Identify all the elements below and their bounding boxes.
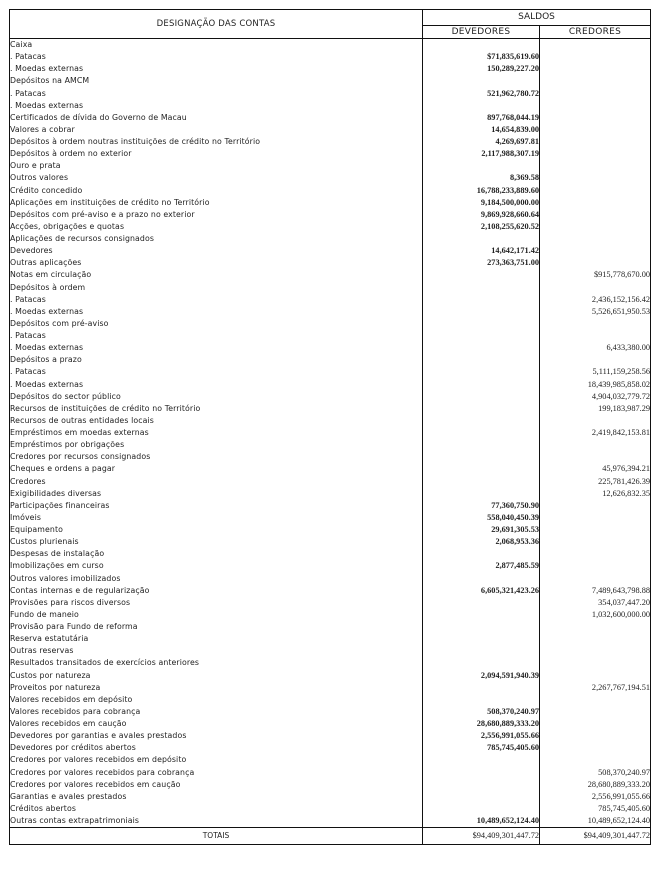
credores-value xyxy=(540,51,651,63)
account-name: Depósitos com pré-aviso xyxy=(10,318,423,330)
account-row xyxy=(10,451,651,463)
credores-value xyxy=(540,124,651,136)
account-name: Outros valores xyxy=(10,172,423,184)
devedores-value xyxy=(423,403,540,415)
account-name: . Moedas externas xyxy=(10,306,423,318)
credores-value xyxy=(540,221,651,233)
devedores-value: 273,363,751.00 xyxy=(423,257,540,269)
account-row xyxy=(10,815,651,828)
account-row xyxy=(10,536,651,548)
account-row xyxy=(10,754,651,766)
account-row xyxy=(10,294,651,306)
devedores-value: 508,370,240.97 xyxy=(423,706,540,718)
devedores-value: 14,654,839.00 xyxy=(423,124,540,136)
totals-label: TOTAIS xyxy=(10,828,423,845)
devedores-value xyxy=(423,75,540,87)
credores-value xyxy=(540,197,651,209)
account-name: Credores por valores recebidos em caução xyxy=(10,779,423,791)
account-name: Fundo de maneio xyxy=(10,609,423,621)
devedores-value xyxy=(423,573,540,585)
credores-value: $915,778,670.00 xyxy=(540,269,651,281)
credores-value: 6,433,380.00 xyxy=(540,342,651,354)
account-row xyxy=(10,136,651,148)
credores-value: 2,436,152,156.42 xyxy=(540,294,651,306)
credores-value xyxy=(540,439,651,451)
devedores-value xyxy=(423,488,540,500)
account-name: Outras reservas xyxy=(10,645,423,657)
credores-value xyxy=(540,63,651,75)
account-name: Depósitos na AMCM xyxy=(10,75,423,87)
devedores-value: 897,768,044.19 xyxy=(423,112,540,124)
account-name: . Patacas xyxy=(10,294,423,306)
devedores-value xyxy=(423,791,540,803)
credores-value xyxy=(540,718,651,730)
credores-value: 18,439,985,858.02 xyxy=(540,379,651,391)
account-name: Custos plurienais xyxy=(10,536,423,548)
devedores-value xyxy=(423,633,540,645)
devedores-value: 2,094,591,940.39 xyxy=(423,670,540,682)
account-name: Empréstimos por obrigações xyxy=(10,439,423,451)
account-name: Cheques e ordens a pagar xyxy=(10,463,423,475)
credores-value xyxy=(540,742,651,754)
credores-value xyxy=(540,160,651,172)
account-name: Créditos abertos xyxy=(10,803,423,815)
account-name: Credores xyxy=(10,476,423,488)
credores-value xyxy=(540,633,651,645)
account-name: Outras contas extrapatrimoniais xyxy=(10,815,423,828)
account-row xyxy=(10,366,651,378)
account-row xyxy=(10,609,651,621)
account-name: Depósitos do sector público xyxy=(10,391,423,403)
credores-value: 5,111,159,258.56 xyxy=(540,366,651,378)
credores-value xyxy=(540,209,651,221)
devedores-value xyxy=(423,694,540,706)
account-row xyxy=(10,318,651,330)
account-name: Credores por recursos consignados xyxy=(10,451,423,463)
account-name: Depósitos à ordem no exterior xyxy=(10,148,423,160)
account-row xyxy=(10,427,651,439)
credores-value xyxy=(540,548,651,560)
account-name: Resultados transitados de exercícios anteriores xyxy=(10,657,423,669)
account-name: Aplicações em instituições de crédito no Território xyxy=(10,197,423,209)
account-row xyxy=(10,439,651,451)
account-name: Reserva estatutária xyxy=(10,633,423,645)
devedores-value xyxy=(423,597,540,609)
account-name: Garantias e avales prestados xyxy=(10,791,423,803)
credores-value: 7,489,643,798.88 xyxy=(540,585,651,597)
account-row xyxy=(10,512,651,524)
account-name: Valores recebidos para cobrança xyxy=(10,706,423,718)
account-name: . Patacas xyxy=(10,88,423,100)
credores-value: 12,626,832.35 xyxy=(540,488,651,500)
credores-value: 2,419,842,153.81 xyxy=(540,427,651,439)
account-row xyxy=(10,172,651,184)
account-row xyxy=(10,524,651,536)
account-row xyxy=(10,100,651,112)
devedores-value: 150,289,227.20 xyxy=(423,63,540,75)
credores-value xyxy=(540,257,651,269)
credores-value xyxy=(540,706,651,718)
account-name: Acções, obrigações e quotas xyxy=(10,221,423,233)
credores-value: 225,781,426.39 xyxy=(540,476,651,488)
credores-value: 45,976,394.21 xyxy=(540,463,651,475)
account-row xyxy=(10,257,651,269)
devedores-value xyxy=(423,233,540,245)
account-row xyxy=(10,148,651,160)
credores-value xyxy=(540,657,651,669)
credores-value xyxy=(540,573,651,585)
credores-value xyxy=(540,415,651,427)
devedores-value: 2,877,485.59 xyxy=(423,560,540,572)
credores-value xyxy=(540,39,651,52)
account-row xyxy=(10,415,651,427)
account-row xyxy=(10,718,651,730)
credores-value: 4,904,032,779.72 xyxy=(540,391,651,403)
credores-value xyxy=(540,694,651,706)
devedores-value xyxy=(423,427,540,439)
account-name: . Patacas xyxy=(10,51,423,63)
credores-value: 28,680,889,333.20 xyxy=(540,779,651,791)
credores-value: 785,745,405.60 xyxy=(540,803,651,815)
account-row xyxy=(10,88,651,100)
account-name: Devedores por garantias e avales prestados xyxy=(10,730,423,742)
credores-value xyxy=(540,330,651,342)
credores-value xyxy=(540,136,651,148)
devedores-header: DEVEDORES xyxy=(423,25,540,38)
account-row xyxy=(10,197,651,209)
devedores-value xyxy=(423,282,540,294)
credores-value xyxy=(540,88,651,100)
account-name: Devedores xyxy=(10,245,423,257)
devedores-value: 2,117,988,307.19 xyxy=(423,148,540,160)
devedores-value xyxy=(423,269,540,281)
account-row xyxy=(10,463,651,475)
account-name: Imóveis xyxy=(10,512,423,524)
account-row xyxy=(10,621,651,633)
devedores-value xyxy=(423,330,540,342)
saldos-header: SALDOS xyxy=(423,10,651,26)
account-row xyxy=(10,209,651,221)
designation-header: DESIGNAÇÃO DAS CONTAS xyxy=(10,10,423,39)
devedores-value xyxy=(423,621,540,633)
credores-value xyxy=(540,560,651,572)
account-row xyxy=(10,694,651,706)
credores-value xyxy=(540,524,651,536)
devedores-value xyxy=(423,476,540,488)
devedores-value xyxy=(423,645,540,657)
account-name: Custos por natureza xyxy=(10,670,423,682)
account-name: Outros valores imobilizados xyxy=(10,573,423,585)
account-row xyxy=(10,645,651,657)
account-name: Contas internas e de regularização xyxy=(10,585,423,597)
account-row xyxy=(10,488,651,500)
account-name: . Patacas xyxy=(10,330,423,342)
credores-value xyxy=(540,451,651,463)
credores-value xyxy=(540,172,651,184)
totals-credores: $94,409,301,447.72 xyxy=(540,828,651,845)
account-row xyxy=(10,306,651,318)
devedores-value xyxy=(423,415,540,427)
devedores-value xyxy=(423,366,540,378)
account-name: Aplicações de recursos consignados xyxy=(10,233,423,245)
devedores-value: 29,691,305.53 xyxy=(423,524,540,536)
devedores-value xyxy=(423,306,540,318)
devedores-value xyxy=(423,379,540,391)
credores-value xyxy=(540,536,651,548)
account-row xyxy=(10,282,651,294)
account-name: Valores a cobrar xyxy=(10,124,423,136)
credores-value xyxy=(540,100,651,112)
account-row xyxy=(10,597,651,609)
devedores-value xyxy=(423,609,540,621)
account-row xyxy=(10,51,651,63)
account-row xyxy=(10,269,651,281)
devedores-value: 785,745,405.60 xyxy=(423,742,540,754)
account-name: Credores por valores recebidos para cobrança xyxy=(10,767,423,779)
account-name: Depósitos à ordem noutras instituições de crédito no Território xyxy=(10,136,423,148)
credores-value xyxy=(540,233,651,245)
account-row xyxy=(10,633,651,645)
account-row xyxy=(10,403,651,415)
credores-value xyxy=(540,500,651,512)
devedores-value xyxy=(423,548,540,560)
devedores-value: 77,360,750.90 xyxy=(423,500,540,512)
devedores-value xyxy=(423,39,540,52)
account-name: . Moedas externas xyxy=(10,100,423,112)
account-row xyxy=(10,233,651,245)
credores-value: 5,526,651,950.53 xyxy=(540,306,651,318)
account-name: . Moedas externas xyxy=(10,379,423,391)
account-row xyxy=(10,185,651,197)
devedores-value xyxy=(423,160,540,172)
account-row xyxy=(10,63,651,75)
devedores-value: 521,962,780.72 xyxy=(423,88,540,100)
account-row xyxy=(10,476,651,488)
account-name: Equipamento xyxy=(10,524,423,536)
account-name: Outras aplicações xyxy=(10,257,423,269)
devedores-value xyxy=(423,354,540,366)
credores-value xyxy=(540,245,651,257)
credores-value xyxy=(540,75,651,87)
devedores-value: 9,184,500,000.00 xyxy=(423,197,540,209)
credores-value: 10,489,652,124.40 xyxy=(540,815,651,828)
account-name: Certificados de dívida do Governo de Macau xyxy=(10,112,423,124)
account-name: Recursos de instituições de crédito no Território xyxy=(10,403,423,415)
totals-row xyxy=(10,828,651,845)
account-row xyxy=(10,779,651,791)
credores-value xyxy=(540,282,651,294)
account-name: Valores recebidos em caução xyxy=(10,718,423,730)
devedores-value xyxy=(423,767,540,779)
credores-value xyxy=(540,318,651,330)
account-name: Depósitos a prazo xyxy=(10,354,423,366)
account-name: . Patacas xyxy=(10,366,423,378)
credores-value: 2,267,767,194.51 xyxy=(540,682,651,694)
devedores-value: 28,680,889,333.20 xyxy=(423,718,540,730)
account-row xyxy=(10,742,651,754)
account-row xyxy=(10,803,651,815)
account-row xyxy=(10,730,651,742)
credores-value: 1,032,600,000.00 xyxy=(540,609,651,621)
account-row xyxy=(10,500,651,512)
account-name: Depósitos à ordem xyxy=(10,282,423,294)
account-row xyxy=(10,330,651,342)
devedores-value: 558,040,450.39 xyxy=(423,512,540,524)
devedores-value: 8,369.58 xyxy=(423,172,540,184)
credores-value xyxy=(540,754,651,766)
devedores-value xyxy=(423,342,540,354)
devedores-value: 14,642,171.42 xyxy=(423,245,540,257)
balance-table xyxy=(9,9,651,845)
devedores-value xyxy=(423,779,540,791)
credores-value: 354,037,447.20 xyxy=(540,597,651,609)
devedores-value xyxy=(423,754,540,766)
devedores-value xyxy=(423,294,540,306)
account-row xyxy=(10,548,651,560)
credores-value xyxy=(540,185,651,197)
account-row xyxy=(10,791,651,803)
devedores-value xyxy=(423,451,540,463)
account-row xyxy=(10,670,651,682)
account-name: Proveitos por natureza xyxy=(10,682,423,694)
account-row xyxy=(10,245,651,257)
account-row xyxy=(10,160,651,172)
devedores-value xyxy=(423,100,540,112)
account-name: Empréstimos em moedas externas xyxy=(10,427,423,439)
account-name: Credores por valores recebidos em depósito xyxy=(10,754,423,766)
account-name: Devedores por créditos abertos xyxy=(10,742,423,754)
account-name: Caixa xyxy=(10,39,423,52)
devedores-value: 10,489,652,124.40 xyxy=(423,815,540,828)
account-name: . Moedas externas xyxy=(10,342,423,354)
devedores-value xyxy=(423,439,540,451)
devedores-value: 6,605,321,423.26 xyxy=(423,585,540,597)
account-name: Valores recebidos em depósito xyxy=(10,694,423,706)
balance-sheet-page xyxy=(9,9,650,866)
totals-devedores: $94,409,301,447.72 xyxy=(423,828,540,845)
devedores-value: $71,835,619.60 xyxy=(423,51,540,63)
devedores-value xyxy=(423,657,540,669)
account-name: Recursos de outras entidades locais xyxy=(10,415,423,427)
credores-value xyxy=(540,621,651,633)
devedores-value xyxy=(423,682,540,694)
credores-value xyxy=(540,354,651,366)
credores-value xyxy=(540,645,651,657)
account-row xyxy=(10,560,651,572)
devedores-value: 2,108,255,620.52 xyxy=(423,221,540,233)
account-name: Notas em circulação xyxy=(10,269,423,281)
account-row xyxy=(10,682,651,694)
devedores-value: 16,788,233,889.60 xyxy=(423,185,540,197)
account-row xyxy=(10,342,651,354)
account-name: Crédito concedido xyxy=(10,185,423,197)
credores-value: 508,370,240.97 xyxy=(540,767,651,779)
account-row xyxy=(10,391,651,403)
account-name: Ouro e prata xyxy=(10,160,423,172)
devedores-value: 2,556,991,055.66 xyxy=(423,730,540,742)
account-name: Participações financeiras xyxy=(10,500,423,512)
account-name: Depósitos com pré-aviso e a prazo no exterior xyxy=(10,209,423,221)
credores-value xyxy=(540,148,651,160)
account-row xyxy=(10,767,651,779)
devedores-value xyxy=(423,391,540,403)
credores-value xyxy=(540,670,651,682)
account-name: Exigibilidades diversas xyxy=(10,488,423,500)
account-rows xyxy=(10,39,651,828)
account-name: . Moedas externas xyxy=(10,63,423,75)
devedores-value xyxy=(423,803,540,815)
account-row xyxy=(10,354,651,366)
devedores-value: 2,068,953.36 xyxy=(423,536,540,548)
account-row xyxy=(10,221,651,233)
account-name: Imobilizações em curso xyxy=(10,560,423,572)
account-name: Despesas de instalação xyxy=(10,548,423,560)
account-row xyxy=(10,379,651,391)
credores-value xyxy=(540,512,651,524)
devedores-value xyxy=(423,463,540,475)
account-row xyxy=(10,112,651,124)
account-row xyxy=(10,39,651,52)
account-name: Provisões para riscos diversos xyxy=(10,597,423,609)
credores-header: CREDORES xyxy=(540,25,651,38)
account-name: Provisão para Fundo de reforma xyxy=(10,621,423,633)
account-row xyxy=(10,585,651,597)
credores-value xyxy=(540,730,651,742)
account-row xyxy=(10,75,651,87)
account-row xyxy=(10,706,651,718)
devedores-value xyxy=(423,318,540,330)
account-row xyxy=(10,124,651,136)
credores-value: 2,556,991,055.66 xyxy=(540,791,651,803)
devedores-value: 4,269,697.81 xyxy=(423,136,540,148)
credores-value: 199,183,987.29 xyxy=(540,403,651,415)
devedores-value: 9,869,928,660.64 xyxy=(423,209,540,221)
account-row xyxy=(10,657,651,669)
account-row xyxy=(10,573,651,585)
credores-value xyxy=(540,112,651,124)
